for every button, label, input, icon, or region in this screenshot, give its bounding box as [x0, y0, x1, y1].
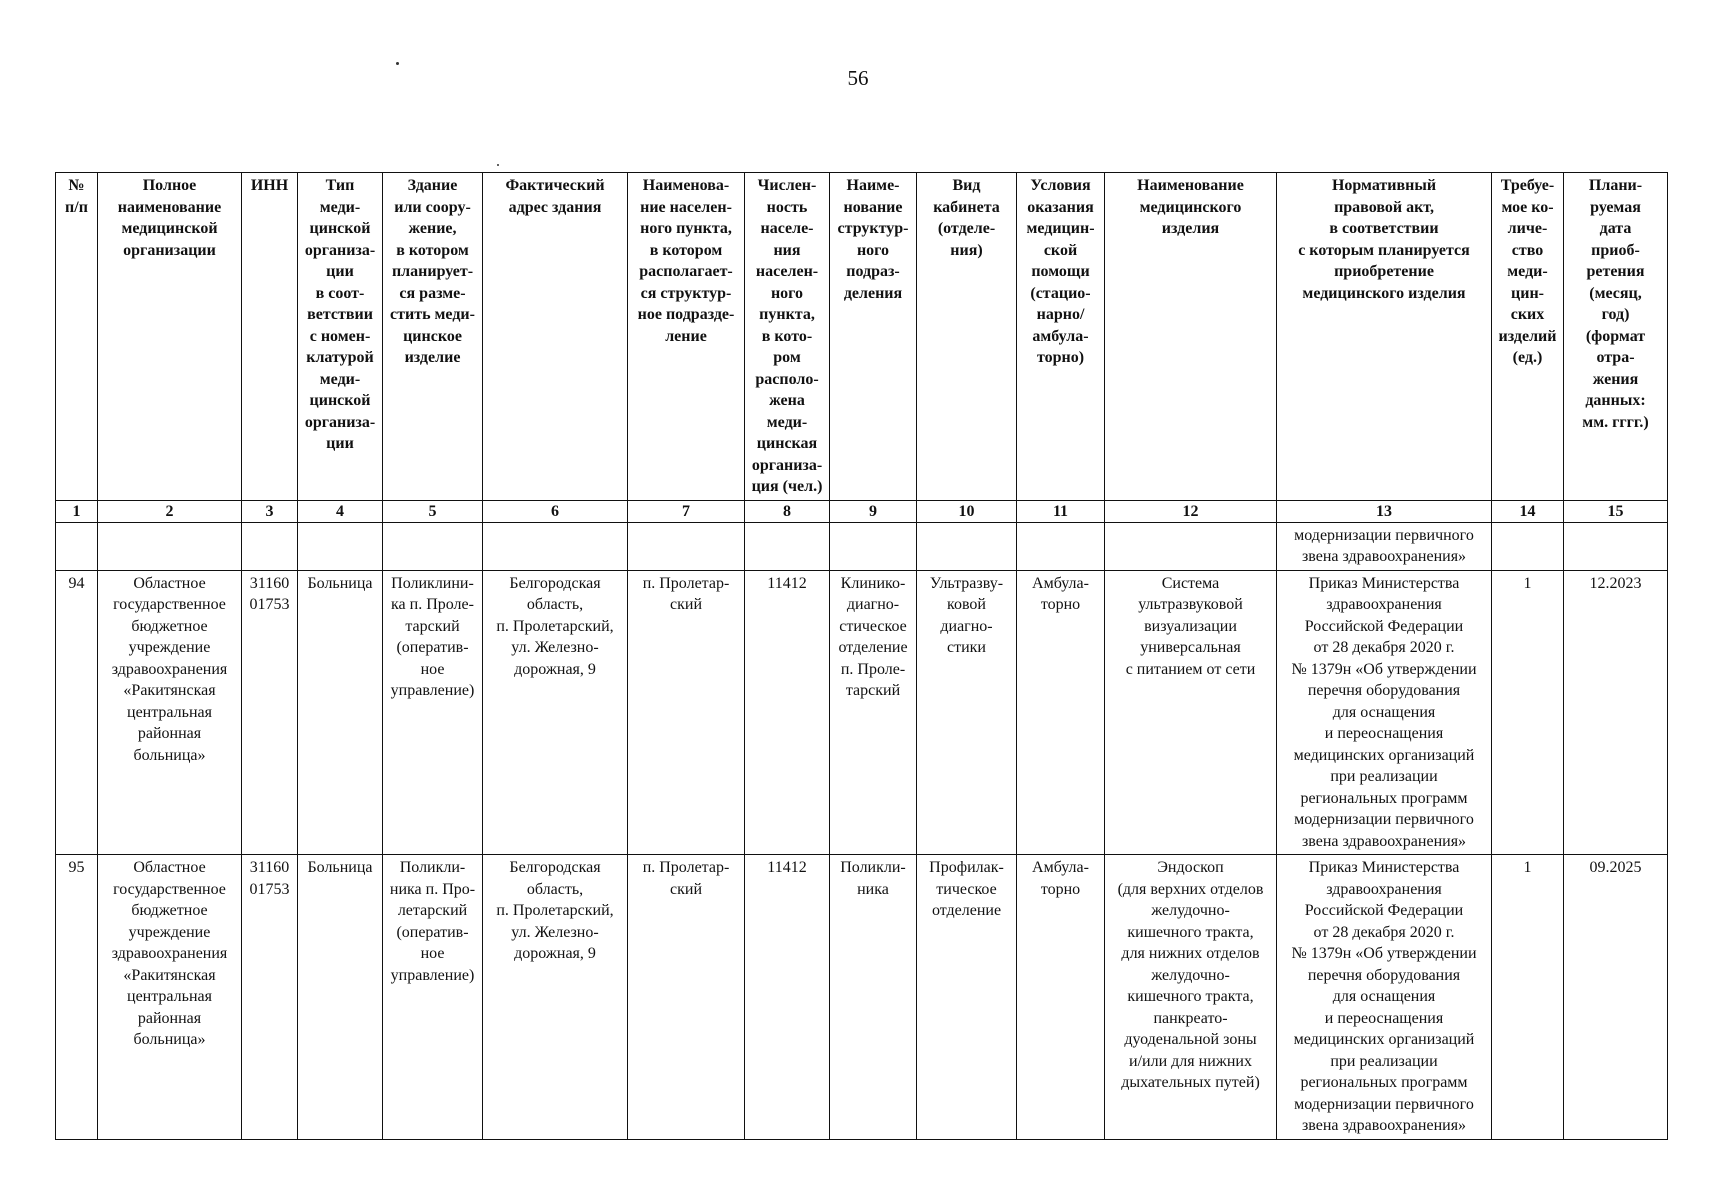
empty-cell	[917, 522, 1017, 570]
column-number: 3	[242, 500, 298, 522]
column-number: 7	[628, 500, 745, 522]
empty-cell	[98, 522, 242, 570]
header-cell: Тип меди- цинской организа- ции в соот- ветствии с номен- клатурой меди- цинской организа- ции	[298, 173, 383, 501]
row-number-cell: 95	[56, 855, 98, 1140]
conditions-cell: Амбула- торно	[1017, 570, 1105, 855]
column-number: 13	[1277, 500, 1492, 522]
header-cell: Требуе- мое ко- личе- ство меди- цин- ских изделий (ед.)	[1492, 173, 1564, 501]
unit-cell: Клинико- диагно- стическое отделение п. Проле- тарский	[830, 570, 917, 855]
address-cell: Белгородская область, п. Пролетарский, ул. Железно- дорожная, 9	[483, 570, 628, 855]
column-number: 11	[1017, 500, 1105, 522]
empty-cell	[1492, 522, 1564, 570]
empty-cell	[830, 522, 917, 570]
header-cell: Наименование медицинского изделия	[1105, 173, 1277, 501]
building-cell: Поликлини- ка п. Проле- тарский (оператив- ное управление)	[383, 570, 483, 855]
organization-cell: Областное государственное бюджетное учреждение здравоохранения «Ракитянская центральная районная больница»	[98, 855, 242, 1140]
table-row	[56, 570, 1668, 855]
column-number: 9	[830, 500, 917, 522]
purchase-date-cell: 12.2023	[1564, 570, 1668, 855]
purchase-date-cell: 09.2025	[1564, 855, 1668, 1140]
continuation-act-cell: модернизации первичного звена здравоохранения»	[1277, 522, 1492, 570]
column-number: 2	[98, 500, 242, 522]
scan-speck	[497, 164, 499, 166]
column-number: 12	[1105, 500, 1277, 522]
header-cell: Нормативный правовой акт, в соответствии с которым планируется приобретение медицинского изделия	[1277, 173, 1492, 501]
column-number: 8	[745, 500, 830, 522]
column-number: 10	[917, 500, 1017, 522]
empty-cell	[1105, 522, 1277, 570]
header-cell: Фактический адрес здания	[483, 173, 628, 501]
row-number-cell: 94	[56, 570, 98, 855]
empty-cell	[628, 522, 745, 570]
unit-cell: Поликли- ника	[830, 855, 917, 1140]
column-number: 14	[1492, 500, 1564, 522]
continuation-row	[56, 522, 1668, 570]
column-number: 4	[298, 500, 383, 522]
empty-cell	[383, 522, 483, 570]
header-cell: Наиме- нование структур- ного подраз- деления	[830, 173, 917, 501]
header-cell: Наименова- ние населен- ного пункта, в котором располагает- ся структур- ное подразде- ление	[628, 173, 745, 501]
device-cell: Система ультразвуковой визуализации универсальная с питанием от сети	[1105, 570, 1277, 855]
column-number: 5	[383, 500, 483, 522]
header-cell: Числен- ность населе- ния населен- ного пункта, в кото- ром располо- жена меди- цинская организа- ция (чел.)	[745, 173, 830, 501]
population-cell: 11412	[745, 855, 830, 1140]
empty-cell	[298, 522, 383, 570]
header-cell: ИНН	[242, 173, 298, 501]
column-number: 15	[1564, 500, 1668, 522]
header-cell: Полное наименование медицинской организации	[98, 173, 242, 501]
header-cell: Вид кабинета (отделе- ния)	[917, 173, 1017, 501]
quantity-cell: 1	[1492, 855, 1564, 1140]
header-cell: Плани- руемая дата приоб- ретения (месяц, год) (формат отра- жения данных: мм. гггг.)	[1564, 173, 1668, 501]
table-row	[56, 855, 1668, 1140]
header-cell: № п/п	[56, 173, 98, 501]
organization-cell: Областное государственное бюджетное учреждение здравоохранения «Ракитянская центральная районная больница»	[98, 570, 242, 855]
column-number-row	[56, 500, 1668, 522]
header-cell: Условия оказания медицин- ской помощи (стацио- нарно/ амбула- торно)	[1017, 173, 1105, 501]
device-cell: Эндоскоп (для верхних отделов желудочно- кишечного тракта, для нижних отделов желудочно- кишечного тракта, панкреато- дуоденальной зоны и/или для нижних дыхательных путей)	[1105, 855, 1277, 1140]
legal-act-cell: Приказ Министерства здравоохранения Российской Федерации от 28 декабря 2020 г. № 1379н «Об утверждении перечня оборудования для оснащения и переоснащения медицинских организаций при реализации региональных программ модернизации первичного звена здравоохранения»	[1277, 855, 1492, 1140]
locality-cell: п. Пролетар- ский	[628, 570, 745, 855]
conditions-cell: Амбула- торно	[1017, 855, 1105, 1140]
empty-cell	[1017, 522, 1105, 570]
empty-cell	[56, 522, 98, 570]
column-number: 1	[56, 500, 98, 522]
org-type-cell: Больница	[298, 855, 383, 1140]
scan-speck	[396, 62, 399, 65]
table-header-row	[56, 173, 1668, 501]
header-cell: Здание или соору- жение, в котором планирует- ся разме- стить меди- цинское изделие	[383, 173, 483, 501]
inn-cell: 31160 01753	[242, 570, 298, 855]
address-cell: Белгородская область, п. Пролетарский, ул. Железно- дорожная, 9	[483, 855, 628, 1140]
legal-act-cell: Приказ Министерства здравоохранения Российской Федерации от 28 декабря 2020 г. № 1379н «Об утверждении перечня оборудования для оснащения и переоснащения медицинских организаций при реализации региональных программ модернизации первичного звена здравоохранения»	[1277, 570, 1492, 855]
page-number: 56	[847, 66, 869, 90]
empty-cell	[483, 522, 628, 570]
empty-cell	[242, 522, 298, 570]
cabinet-cell: Профилак- тическое отделение	[917, 855, 1017, 1140]
locality-cell: п. Пролетар- ский	[628, 855, 745, 1140]
building-cell: Поликли- ника п. Про- летарский (оператив- ное управление)	[383, 855, 483, 1140]
equipment-table	[55, 172, 1668, 1140]
inn-cell: 31160 01753	[242, 855, 298, 1140]
org-type-cell: Больница	[298, 570, 383, 855]
column-number: 6	[483, 500, 628, 522]
population-cell: 11412	[745, 570, 830, 855]
empty-cell	[1564, 522, 1668, 570]
quantity-cell: 1	[1492, 570, 1564, 855]
empty-cell	[745, 522, 830, 570]
cabinet-cell: Ультразву- ковой диагно- стики	[917, 570, 1017, 855]
